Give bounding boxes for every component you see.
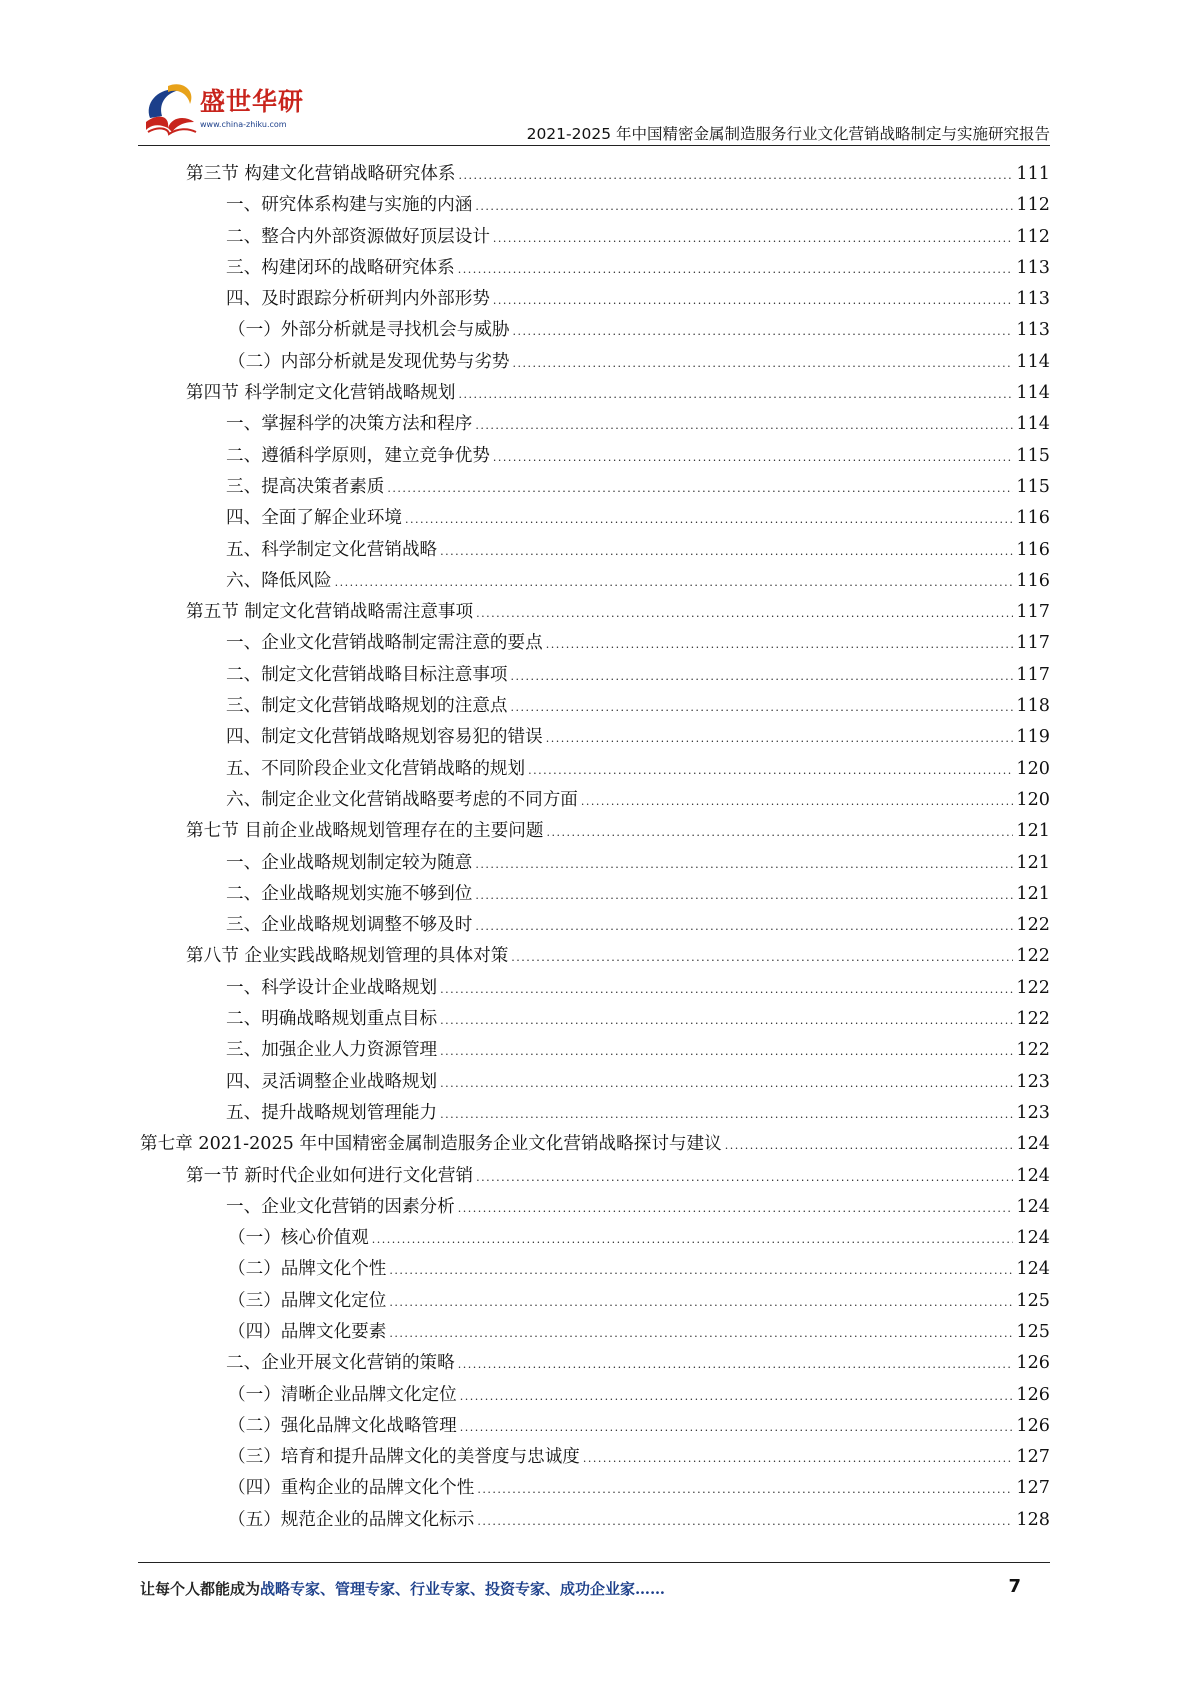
toc-entry-title: 三、提高决策者素质 <box>226 476 385 497</box>
toc-entry-title: 一、企业文化营销的因素分析 <box>226 1196 455 1217</box>
toc-entry-title: 四、及时跟踪分析研判内外部形势 <box>226 289 490 310</box>
toc-entry[interactable] <box>140 879 1050 910</box>
toc-entry[interactable] <box>140 378 1050 409</box>
toc-entry-page: 114 <box>1016 383 1050 404</box>
toc-entry-page: 112 <box>1016 226 1050 247</box>
toc-entry-page: 116 <box>1016 570 1050 591</box>
dot-leader <box>440 974 1013 1005</box>
toc-entry-page: 122 <box>1016 1009 1050 1030</box>
toc-entry[interactable] <box>140 1161 1050 1192</box>
toc-entry[interactable] <box>140 1192 1050 1223</box>
dot-leader <box>546 723 1014 754</box>
page-header <box>138 78 1050 142</box>
toc-entry-title: 第七章 2021-2025 年中国精密金属制造服务企业文化营销战略探讨与建议 <box>140 1134 722 1155</box>
dot-leader <box>440 536 1013 567</box>
toc-entry-title: 三、构建闭环的战略研究体系 <box>226 257 455 278</box>
toc-entry-title: （二）内部分析就是发现优势与劣势 <box>228 351 510 372</box>
toc-entry[interactable] <box>140 1129 1050 1160</box>
page-number: 7 <box>1008 1576 1021 1597</box>
header-divider <box>138 145 1050 146</box>
toc-entry-title: 一、研究体系构建与实施的内涵 <box>226 195 473 216</box>
toc-entry[interactable] <box>140 1442 1050 1473</box>
dot-leader <box>458 1193 1014 1224</box>
toc-entry[interactable] <box>140 1223 1050 1254</box>
toc-entry[interactable] <box>140 660 1050 691</box>
toc-entry[interactable] <box>140 910 1050 941</box>
toc-entry-page: 123 <box>1016 1102 1050 1123</box>
toc-entry[interactable] <box>140 566 1050 597</box>
toc-entry-page: 121 <box>1016 821 1050 842</box>
dot-leader <box>460 1381 1014 1412</box>
dot-leader <box>476 598 1013 629</box>
toc-entry-page: 124 <box>1016 1196 1050 1217</box>
dot-leader <box>440 1068 1013 1099</box>
toc-entry-page: 124 <box>1016 1228 1050 1249</box>
dot-leader <box>475 911 1013 942</box>
toc-entry-title: 三、加强企业人力资源管理 <box>226 1040 438 1061</box>
toc-entry-page: 113 <box>1016 257 1050 278</box>
dot-leader <box>458 1349 1014 1380</box>
toc-entry-title: 二、明确战略规划重点目标 <box>226 1009 438 1030</box>
toc-entry-page: 126 <box>1016 1384 1050 1405</box>
dot-leader <box>513 316 1014 347</box>
toc-entry-title: （一）清晰企业品牌文化定位 <box>228 1384 457 1405</box>
toc-entry-page: 126 <box>1016 1353 1050 1374</box>
dot-leader <box>405 504 1013 535</box>
toc-entry[interactable] <box>140 1411 1050 1442</box>
toc-entry-title: 六、制定企业文化营销战略要考虑的不同方面 <box>226 789 578 810</box>
dot-leader <box>476 1162 1013 1193</box>
toc-entry[interactable] <box>140 722 1050 753</box>
toc-entry[interactable] <box>140 253 1050 284</box>
toc-entry-page: 116 <box>1016 508 1050 529</box>
toc-entry-page: 124 <box>1016 1259 1050 1280</box>
dot-leader <box>581 786 1014 817</box>
slogan-highlight: 战略专家、管理专家、行业专家、投资专家、成功企业家…… <box>260 1580 666 1598</box>
toc-entry-page: 127 <box>1016 1447 1050 1468</box>
toc-entry-title: 四、制定文化营销战略规划容易犯的错误 <box>226 727 543 748</box>
toc-entry-page: 116 <box>1016 539 1050 560</box>
toc-entry-page: 122 <box>1016 915 1050 936</box>
toc-entry-page: 111 <box>1016 164 1050 184</box>
report-title: 2021-2025 年中国精密金属制造服务行业文化营销战略制定与实施研究报告 <box>526 125 1050 143</box>
toc-entry[interactable] <box>140 535 1050 566</box>
toc-entry-title: 四、灵活调整企业战略规划 <box>226 1071 438 1092</box>
dot-leader <box>475 880 1013 911</box>
toc-entry-page: 128 <box>1016 1509 1050 1530</box>
dot-leader <box>725 1130 1014 1161</box>
toc-entry[interactable] <box>140 973 1050 1004</box>
dot-leader <box>546 629 1014 660</box>
toc-entry-title: 第一节 新时代企业如何进行文化营销 <box>186 1165 474 1186</box>
toc-entry-title: 五、不同阶段企业文化营销战略的规划 <box>226 758 526 779</box>
dot-leader <box>528 755 1013 786</box>
toc-entry-title: 一、企业文化营销战略制定需注意的要点 <box>226 633 543 654</box>
logo-name: 盛世华研 <box>200 87 305 116</box>
toc-entry[interactable] <box>140 1286 1050 1317</box>
toc-entry-page: 127 <box>1016 1478 1050 1499</box>
dot-leader <box>477 1506 1013 1537</box>
toc-entry[interactable] <box>140 472 1050 503</box>
toc-entry[interactable] <box>140 628 1050 659</box>
toc-entry-title: （五）规范企业的品牌文化标示 <box>228 1509 475 1530</box>
toc-entry-page: 122 <box>1016 1040 1050 1061</box>
toc-entry-page: 120 <box>1016 789 1050 810</box>
dot-leader <box>459 379 1014 410</box>
toc-entry[interactable] <box>140 409 1050 440</box>
dot-leader <box>440 1036 1013 1067</box>
toc-entry-page: 122 <box>1016 977 1050 998</box>
dot-leader <box>477 1474 1013 1505</box>
toc-entry-title: （四）品牌文化要素 <box>228 1321 387 1342</box>
toc-entry-page: 120 <box>1016 758 1050 779</box>
toc-entry-page: 117 <box>1016 602 1050 623</box>
toc-entry-title: 五、科学制定文化营销战略 <box>226 539 438 560</box>
toc-entry-page: 121 <box>1016 852 1050 873</box>
dot-leader <box>493 442 1013 473</box>
toc-entry-title: （三）品牌文化定位 <box>228 1290 387 1311</box>
dot-leader <box>546 817 1013 848</box>
toc-entry-title: 二、遵循科学原则，建立竞争优势 <box>226 445 490 466</box>
toc-entry-title: （二）品牌文化个性 <box>228 1259 387 1280</box>
dot-leader <box>440 1099 1013 1130</box>
toc-entry-title: 第五节 制定文化营销战略需注意事项 <box>186 602 474 623</box>
toc-entry[interactable] <box>140 1098 1050 1129</box>
toc-entry[interactable] <box>140 1004 1050 1035</box>
toc-entry-title: 四、全面了解企业环境 <box>226 508 402 529</box>
toc-entry-title: （三）培育和提升品牌文化的美誉度与忠诚度 <box>228 1447 580 1468</box>
toc-entry-page: 115 <box>1016 476 1050 497</box>
toc-entry-page: 121 <box>1016 883 1050 904</box>
table-of-contents <box>140 159 1050 1536</box>
toc-entry-title: 六、降低风险 <box>226 570 332 591</box>
toc-entry-page: 126 <box>1016 1415 1050 1436</box>
toc-entry-title: （一）核心价值观 <box>228 1228 369 1249</box>
toc-entry-page: 118 <box>1016 696 1050 717</box>
logo-url: www.china-zhiku.com <box>200 120 287 129</box>
dot-leader <box>372 1224 1014 1255</box>
dot-leader <box>458 254 1014 285</box>
toc-entry[interactable] <box>140 848 1050 879</box>
dot-leader <box>511 942 1013 973</box>
toc-entry[interactable] <box>140 222 1050 253</box>
toc-entry[interactable] <box>140 816 1050 847</box>
toc-entry[interactable] <box>140 347 1050 378</box>
toc-entry-page: 122 <box>1016 946 1050 967</box>
toc-entry-page: 113 <box>1016 289 1050 310</box>
footer-slogan <box>140 1578 665 1599</box>
dot-leader <box>475 849 1013 880</box>
toc-entry-page: 124 <box>1016 1165 1050 1186</box>
toc-entry[interactable] <box>140 785 1050 816</box>
toc-entry[interactable] <box>140 1254 1050 1285</box>
toc-entry[interactable] <box>140 1473 1050 1504</box>
toc-entry-title: 一、企业战略规划制定较为随意 <box>226 852 473 873</box>
toc-entry[interactable] <box>140 597 1050 628</box>
toc-entry[interactable] <box>140 159 1050 190</box>
toc-entry-title: （二）强化品牌文化战略管理 <box>228 1415 457 1436</box>
dot-leader <box>459 160 1014 191</box>
toc-entry-title: 第三节 构建文化营销战略研究体系 <box>186 164 456 184</box>
dot-leader <box>583 1443 1014 1474</box>
dot-leader <box>513 348 1014 379</box>
toc-entry-title: 二、企业战略规划实施不够到位 <box>226 883 473 904</box>
dot-leader <box>335 567 1014 598</box>
toc-entry[interactable] <box>140 503 1050 534</box>
toc-entry[interactable] <box>140 190 1050 221</box>
slogan-prefix: 让每个人都能成为 <box>140 1580 261 1598</box>
dot-leader <box>475 410 1013 441</box>
toc-entry-page: 117 <box>1016 664 1050 685</box>
toc-entry-title: 二、制定文化营销战略目标注意事项 <box>226 664 508 685</box>
toc-entry-title: 三、制定文化营销战略规划的注意点 <box>226 696 508 717</box>
dot-leader <box>511 661 1014 692</box>
dot-leader <box>387 473 1013 504</box>
toc-entry-page: 117 <box>1016 633 1050 654</box>
toc-entry-page: 115 <box>1016 445 1050 466</box>
dot-leader <box>511 692 1014 723</box>
toc-entry-page: 125 <box>1016 1290 1050 1311</box>
dot-leader <box>493 285 1013 316</box>
dot-leader <box>460 1412 1014 1443</box>
toc-entry-title: 二、整合内外部资源做好顶层设计 <box>226 226 490 247</box>
toc-entry[interactable] <box>140 1380 1050 1411</box>
footer-divider <box>138 1562 1050 1563</box>
toc-entry[interactable] <box>140 1035 1050 1066</box>
dot-leader <box>389 1255 1013 1286</box>
toc-entry-title: （一）外部分析就是寻找机会与威胁 <box>228 320 510 341</box>
toc-entry[interactable] <box>140 1067 1050 1098</box>
toc-entry[interactable] <box>140 1317 1050 1348</box>
toc-entry-title: 二、企业开展文化营销的策略 <box>226 1353 455 1374</box>
toc-entry-title: 三、企业战略规划调整不够及时 <box>226 915 473 936</box>
toc-entry-title: 第八节 企业实践战略规划管理的具体对策 <box>186 946 509 967</box>
toc-entry-title: 一、掌握科学的决策方法和程序 <box>226 414 473 435</box>
logo-emblem-icon <box>138 78 200 140</box>
toc-entry[interactable] <box>140 754 1050 785</box>
toc-entry[interactable] <box>140 441 1050 472</box>
dot-leader <box>389 1287 1013 1318</box>
toc-entry[interactable] <box>140 1505 1050 1536</box>
toc-entry-title: 五、提升战略规划管理能力 <box>226 1102 438 1123</box>
dot-leader <box>475 191 1013 222</box>
dot-leader <box>389 1318 1013 1349</box>
toc-entry-page: 125 <box>1016 1321 1050 1342</box>
toc-entry[interactable] <box>140 315 1050 346</box>
toc-entry-title: 一、科学设计企业战略规划 <box>226 977 438 998</box>
toc-entry-title: （四）重构企业的品牌文化个性 <box>228 1478 475 1499</box>
toc-entry-page: 114 <box>1016 351 1050 372</box>
toc-entry[interactable] <box>140 691 1050 722</box>
toc-entry[interactable] <box>140 941 1050 972</box>
toc-entry-page: 123 <box>1016 1071 1050 1092</box>
toc-entry-title: 第四节 科学制定文化营销战略规划 <box>186 383 456 404</box>
toc-entry[interactable] <box>140 284 1050 315</box>
toc-entry-page: 113 <box>1016 320 1050 341</box>
toc-entry-title: 第七节 目前企业战略规划管理存在的主要问题 <box>186 821 544 842</box>
toc-entry-page: 112 <box>1016 195 1050 216</box>
dot-leader <box>493 223 1013 254</box>
toc-entry-page: 124 <box>1016 1134 1050 1155</box>
toc-entry-page: 119 <box>1016 727 1050 748</box>
brand-logo <box>138 78 314 140</box>
toc-entry[interactable] <box>140 1348 1050 1379</box>
dot-leader <box>440 1005 1013 1036</box>
toc-entry-page: 114 <box>1016 414 1050 435</box>
